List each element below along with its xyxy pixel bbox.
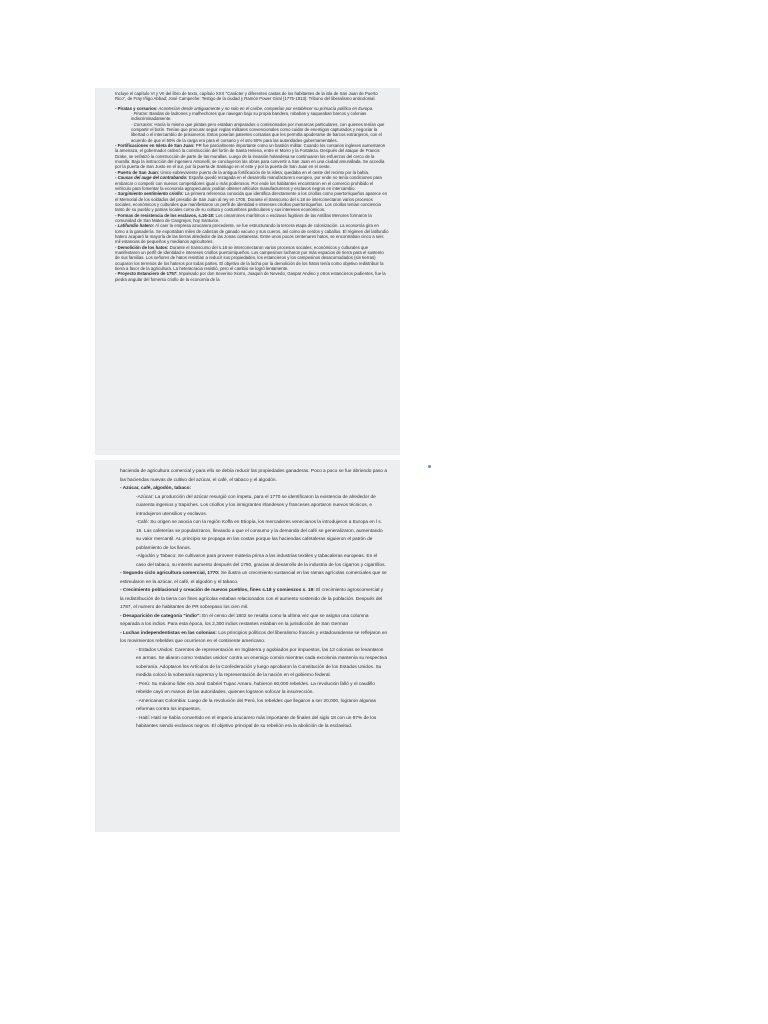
latifundio-text: Al caer la empresa azucarera precedente, se fue estructurando la tercera etapa de colonización. La economía gira en torno a la ganadería. Se exportaban miles de cabezas de ganado vacuno y sus cueros, así como de cerdos y caballos. El régimen del latifundio hatero acaparó la mayoría de las tierras alrededor de las zonas costaneras. Entre unos pocos centenares hatos, se encontraban cinco a seis mil estancias de pequeños y medianos agricultores. [115, 223, 389, 245]
segundo-ciclo-paragraph [120, 570, 388, 587]
piratas-sub-2 [115, 122, 389, 143]
continuation-paragraph: hacienda de agricultura comercial y para ello se debía reducir las propiedades ganaderas. Poco a poco se fue abriendo paso a las haciendas nuevas de cultivo del azúcar, el café, el tabaco y el algodón. [120, 469, 387, 483]
formas-text: Los cimarrones marítimos o esclavos fugitivos de las Antillas Menores formaron la comunidad de San Mateo de Cangrejos, hoy Santurce. [115, 212, 372, 223]
piratas-sub-2-heading: - Corsarios: [131, 121, 154, 127]
demolicion-heading: - Demolición de los hatos: [115, 244, 169, 250]
surgimiento-heading: - Surgimiento sentimiento criollo: [115, 191, 184, 197]
luchas-sub-4: - Haití: Haití se había convertido en el imperio azucarero más importante de finales del siglo 18 con un 87% de los habitantes siendo esclavos negros. El objetivo principal de su rebelión era la abolición de la esclavitud. [136, 715, 377, 729]
piratas-sub-1-text: Bandas de ladrones y malhechores que navegan bajo su propia bandera, robaban y saqueaban barcos y colonias indiscriminadamente. [131, 111, 367, 122]
causas-text: España quedó rezagada en el desarrollo manufacturero europeo, por ende no tenía condiciones para embarcar o competir con nuevos competidores igual o más poderosos. Por ende los habitantes encontraron en el comercio prohibido el vehículo para fomentar la economía agropecuaria; podían obtener artículos manufactureros y esclavos negros en intercambio. [115, 175, 382, 191]
azucar-sub-3: -Algodón y Tabaco: Se cultivaron para proveer materia prima a las industrias textiles y tabacaleras europeas. En el caso del tabaco, su interés aumento después del 1750, gracias al desarrollo de la industria de los cigarros y cigarrillos. [136, 554, 386, 568]
piratas-sub-1 [115, 111, 389, 122]
segundo-ciclo-heading: - Segundo ciclo agricultura comercial, 1770: [120, 571, 220, 576]
luchas-sub-1: - Estados Unidos: Carentes de representación en Inglaterra y agobiados por impuestos, las 13 colonias se levantaron en armas. Se aliaron como 'estados unidos' contra un enemigo común mientras cada excolonia mantenía su respectiva soberanía. Adoptaron los Artículos de la Confederación y luego aprobaron la Constitución de los Estados Unidos. Su medida colocó la soberanía suprema y la representación de la nación en el gobierno federal. [136, 647, 388, 678]
azucar-heading: - Azúcar, café, algodón, tabaco: [120, 486, 192, 491]
luchas-sub-3: - Americanas Colombia: Luego de la revolución del Perú, los rebeldes que llegaron a ser 20,000, lograron algunas reformas contra los impuestos. [136, 698, 377, 712]
luchas-heading: - Luchas independentistas en las colonias: [120, 630, 217, 636]
puerto-text: Único sobreviviente puerto de la antigua fortificación de la isleta; quedaba en el oeste del recinto por la bahía. [159, 169, 370, 175]
fortificaciones-paragraph [115, 143, 389, 170]
latifundio-paragraph [115, 223, 389, 244]
surgimiento-paragraph [115, 191, 389, 212]
crecimiento-heading: - Crecimiento poblacional y creación de nuevos pueblos, fines s.18 y comienzos s. 19: [120, 588, 315, 593]
segundo-ciclo-text: Se ilustra un crecimiento sustancial en las ramas agrícolas comerciales que se estimularon en la azúcar, el café, el algodón y el tabaco. [120, 571, 387, 585]
desaparicion-paragraph [120, 613, 388, 630]
crecimiento-paragraph [120, 587, 388, 613]
demolicion-paragraph [115, 245, 389, 272]
luchas-paragraph [120, 630, 388, 647]
piratas-sub-1-heading: - Piratas: [131, 111, 149, 117]
azucar-sub-1: -Azúcar: La producción del azúcar resurgió con ímpetu, para el 1770 se identificaron la existencia de alrededor de cuarenta ingenios y trapiches. Los criollos y los inmigrantes irlandeses y franceses aportaron nuevos técnicos, e introdujeron utensilios y esclavos. [136, 494, 376, 517]
desaparicion-text: En el censo del 1802 se resalta como la ultima vez que se asigna una columna separada a los indios. Para esta época, los 2,300 indios restantes estaban en la jurisdicción de San German [120, 613, 369, 627]
fortificaciones-text: PR fue parcialmente importante como un bastión militar. Cuando los corsarios ingleses aumentaron la amenaza, el gobernador ordenó la construcción del fortín de Santa Helena, entre el Morro y la Fortaleza. Después del ataque de Francis Drake, se enfatizó la construcción de parte de las murallas. Luego de la invasión holandesa se continuaron los esfuerzos del cerco de la muralla. Bajo la instrucción del ingeniero Antonelli, se concluyeron las obras para convertir a San Juan en una ciudad amurallada. Se accedía por la puerta de San Justo en el sur, por la puerta de Santiago en el este y por la puerta de San Juan en el oeste. [115, 143, 386, 170]
piratas-text: Acontecían desde antiguamente y no solo en el caribe, competían por establecer su primacía política en Europa. [157, 105, 374, 111]
puerto-heading: - Puerto de San Juan: [115, 169, 160, 175]
document-page-1 [95, 88, 400, 455]
intro-paragraph: Incluye el capítulo VI y VII del libro de texto, capítulo XXX "Carácter y diferentes castas de los habitantes de la isla de San Juan de Puerto Rico", de Fray Iñigo Abbad; José Campeche: Testigo de la ciudad y Ramón Power Giral (1775-1813): Tribuno del liberalismo anticolonial. [115, 91, 378, 102]
fortificaciones-heading: - Fortificaciones en Isleta de San Juan: [115, 143, 195, 149]
piratas-heading: - Piratas y corsarios: [115, 105, 158, 111]
proyecto-paragraph [115, 271, 389, 282]
crecimiento-text: El crecimiento agroscomercial y la redistribución de la tierra con fines agrícolas estaban relacionados con el aumento sostenido de la población. Después del 1787, el numero de habitantes de PR sobrepaso los cien mil. [120, 588, 384, 610]
luchas-text: Los principios políticos del liberalismo francés y estadounidense se reflejaron en los movimientos rebeldes que ocurrieron en el continente americano. [120, 630, 388, 644]
piratas-sub-2-text: Hacía lo mismo que piratas pero estaban amparados o comisionados por monarcas particulares, con quienes tenían que compartir el botín. Tenían que procurar seguir reglas militares convencionales como cuidar de enemigos capturados y negociar la libertad o el intercambio de prisioneros. Estos poseían patentes corsarias que les permitía apoderarse de barcos extranjeros, con el acuerdo de que el 50% de la carga era para el corsario y el otro 50% para las autoridades gubernamentales. [131, 121, 385, 143]
proyecto-text: Impulsado por don Severino Xiorro, Joaquín de Nevedo, Gaspar Andino y otros estancieros pudientes, fue la piedra angular del fomento criollo de la economía de la [115, 271, 386, 282]
desaparicion-heading: - Desaparición de categoría "indio": [120, 613, 201, 619]
formas-heading: - Formas de resistencia de los esclavos, s.16-18: [115, 212, 215, 218]
document-page-2 [95, 460, 400, 832]
proyecto-heading: - Proyecto Estanciero de 1757: [115, 271, 178, 277]
page-marker-dot [428, 465, 431, 468]
causas-heading: - Causas del auge del contrabando: [115, 175, 188, 181]
latifundio-heading: - Latifundio hatero: [115, 223, 155, 229]
formas-paragraph [115, 213, 389, 224]
luchas-sub-2: - Perú: Su máximo líder era José Gabriel Tupac Amaru, hubieron 60,000 rebeldes. La revolución falló y el caudillo rebelde cayó en manos de las autoridades, quienes lograron sofocar la insurrección. [136, 681, 375, 695]
azucar-sub-2: -Café: Su origen se asocia con la región Koffa en Etiopía, los mercaderes venecianos la introdujeron a Europa en l s. 16. Las cafeterías se popularizaron, llevando a que el consumo y la demanda del café se generalizaron, aumentando su valor mercantil. AL principio se propaga en las costas porque las haciendas cafetaleras siguieron el patrón de poblamiento de los llanos. [136, 520, 383, 551]
surgimiento-text: La primera referencia conocida que identifica directamente a los criollos como puertorriqueños aparece en el Memorial de los soldados del presidio de San Juan al rey en 1705. Durante el transcurso del s.18 se interconectaron varios procesos sociales, económicos y culturales que manifestaron un perfil de identidad e intereses criollos puertorriqueños. Los criollos tenían conciencia tanto de su pueblo y patrias locales como de su cultura y costumbres particulares y sus intereses económicos. [115, 191, 388, 213]
causas-paragraph [115, 175, 389, 191]
demolicion-text: Durante el transcurso del s.18 se interconectaron varios procesos sociales, económicos y culturales que manifestaron un perfil de identidad e intereses criollos puertorriqueños. Los campesinos lucharon por más espacios de tierra para el sustento de sus familias. Los señores de hatos resistían a reducir sus propiedades, los estancieros y los campesinos desacomodados (sin tierras) ocuparon los terrenos de los hateros por todas partes. El objetivo de la lucha por la demolición de los hatos tenía como objetivo redistribuir la tierra a favor de la agricultura. La heteracracia resistió, pero el cambio se logró lentamente. [115, 244, 384, 271]
